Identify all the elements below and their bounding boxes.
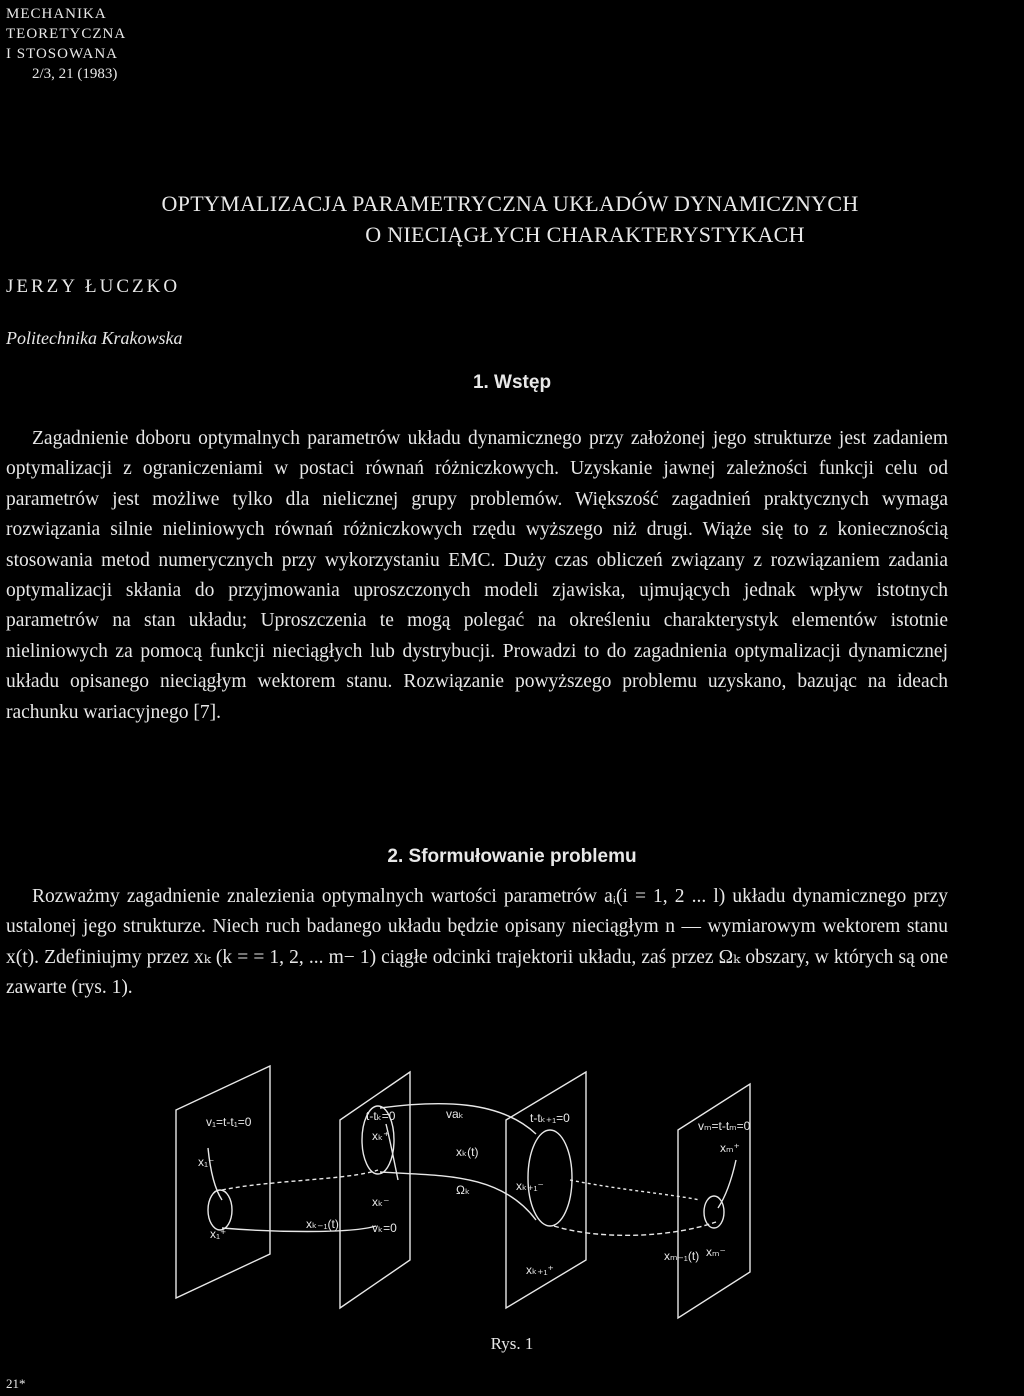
section-heading-2: 2. Sformułowanie problemu [387, 846, 637, 867]
label-vm: vₘ=t-tₘ=0 [698, 1119, 751, 1133]
journal-name-line3: I STOSOWANA [6, 46, 118, 62]
section-1-body [6, 424, 948, 728]
page-number: 21* [6, 1376, 26, 1391]
label-tk: t-tₖ=0 [366, 1109, 396, 1123]
label-omegak: Ωₖ [456, 1183, 471, 1197]
section-1-paragraph: Zagadnienie doboru optymalnych parametrów układu dynamicznego przy założonej jego strukturze jest zadaniem optymalizacji z ograniczeniami w postaci równań różniczkowych. Uzyskanie jawnej zależności funkcji celu od parametrów jest możliwe tylko dla nielicznej grupy problemów. Większość zagadnień praktycznych wymaga rozwiązania silnie nieliniowych równań różniczkowych rzędu wyższego niż drugi. Wiąże się to z koniecznością stosowania metod numerycznych przy wykorzystaniu EMC. Duży czas obliczeń związany z rozwiązaniem zadania optymalizacji skłania do przyjmowania uproszczonych modeli zjawiska, ujmujących jednak wpływ istotnych parametrów na stan układu; Uproszczenia te mogą polegać na określeniu charakterystyk elementów istotnie nieliniowych za pomocą funkcji nieciągłych lub dystrybucji. Prowadzi to do zagadnienia optymalizacji dynamicznej układu opisanego nieciągłym wektorem stanu. Rozwiązanie powyższego problemu uzyskano, bazując na ideach rachunku wariacyjnego [7]. [6, 428, 948, 723]
label-xk1plus: xₖ₊₁⁺ [526, 1263, 554, 1277]
journal-name-line1: MECHANIKA [6, 6, 107, 22]
section-2-paragraph: Rozważmy zagadnienie znalezienia optymalnych wartości parametrów aᵢ(i = 1, 2 ... l) układu dynamicznego przy ustalonej jego strukturze. Niech ruch badanego układu będzie opisany nieciągłym n — wymiarowym wektorem stanu x(t). Zdefiniujmy przez xₖ (k = = 1, 2, ... m− 1) ciągłe odcinki trajektorii układu, zaś przez Ωₖ obszary, w których są one zawarte (rys. 1). [6, 886, 948, 999]
journal-header [6, 4, 126, 84]
paper-title-line1: OPTYMALIZACJA PARAMETRYCZNA UKŁADÓW DYNAMICZNYCH [161, 191, 859, 216]
section-heading-1: 1. Wstęp [472, 372, 552, 393]
paper-title [40, 188, 980, 250]
label-xkplus: xₖ⁺ [372, 1129, 390, 1143]
plane-k [340, 1072, 410, 1308]
label-x1plus: x₁⁺ [210, 1227, 227, 1241]
tube-m-bottom [554, 1222, 716, 1235]
label-xm1: xₘ₋₁(t) [664, 1249, 700, 1263]
label-xmplus: xₘ⁺ [720, 1141, 740, 1155]
label-xkminus: xₖ⁻ [372, 1195, 390, 1209]
label-xm: xₘ⁻ [706, 1245, 726, 1259]
journal-issue: 2/3, 21 (1983) [32, 66, 118, 82]
label-xk1minus: xₖ₊₁⁻ [516, 1179, 544, 1193]
section-2-body [6, 882, 948, 1004]
journal-name-line2: TEORETYCZNA [6, 26, 127, 42]
figure-trajectory-diagram [150, 1060, 790, 1330]
plane-1 [176, 1066, 270, 1298]
tube-k1-top [222, 1170, 378, 1190]
tube-k1-bottom [222, 1226, 376, 1232]
label-xkminus1: xₖ₋₁(t) [306, 1217, 339, 1231]
label-xk-t: xₖ(t) [456, 1145, 479, 1159]
paper-title-line2: O NIECIĄGŁYCH CHARAKTERYSTYKACH [365, 222, 805, 247]
label-vak: vaₖ [446, 1107, 464, 1121]
author-name: JERZY ŁUCZKO [6, 276, 181, 297]
author-affiliation: Politechnika Krakowska [6, 328, 183, 348]
tube-k-end [528, 1130, 572, 1226]
label-v1: v₁=t-t₁=0 [206, 1115, 252, 1129]
label-vk: vₖ=0 [372, 1221, 397, 1235]
label-tk1: t-tₖ₊₁=0 [530, 1111, 570, 1125]
label-x1: x₁⁻ [198, 1155, 215, 1169]
tube-m-top [570, 1180, 700, 1200]
figure-caption: Rys. 1 [490, 1334, 534, 1353]
